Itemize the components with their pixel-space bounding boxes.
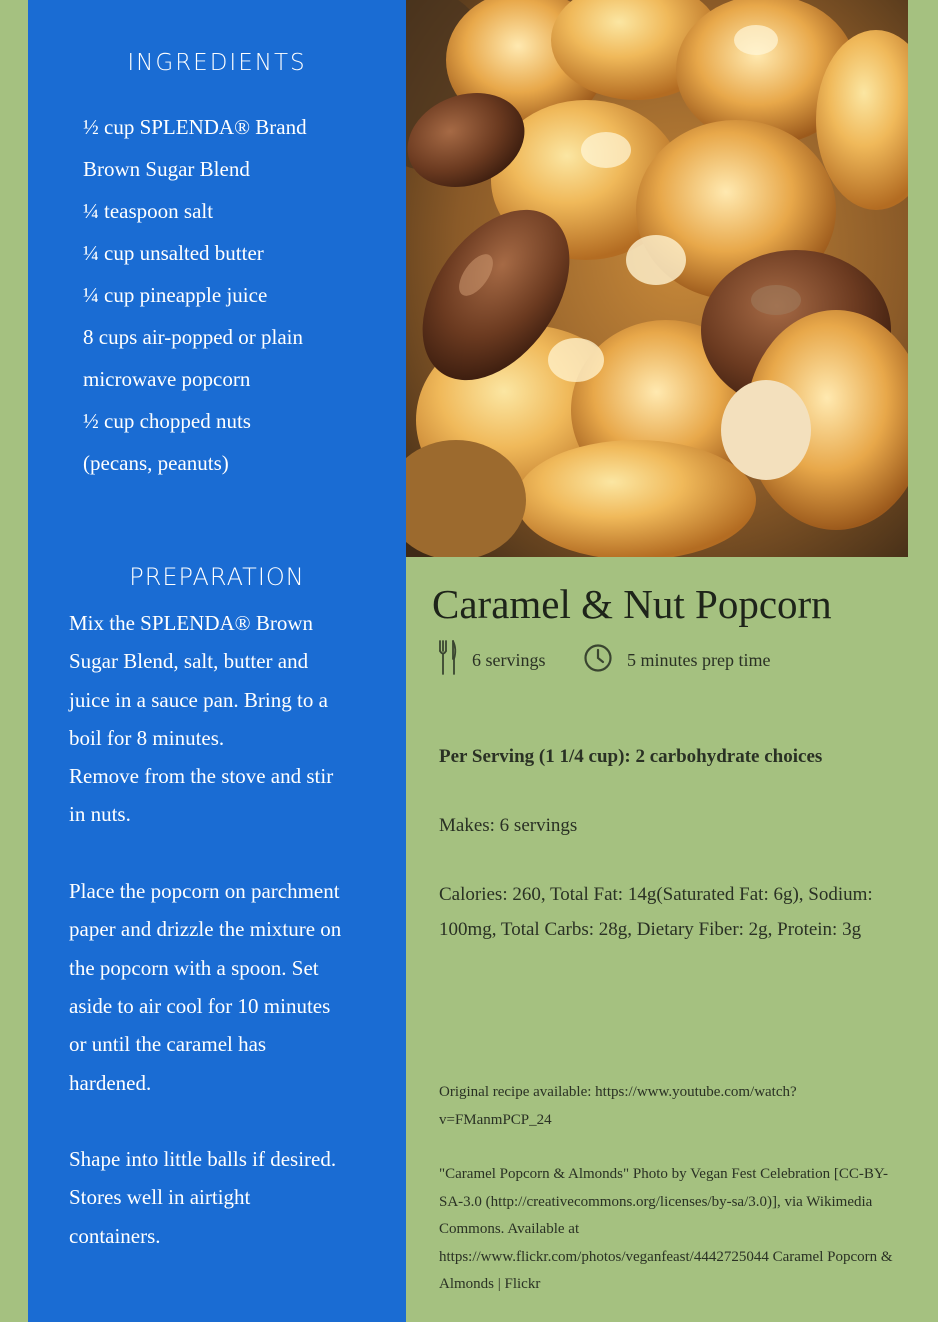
caramel-popcorn-photo <box>406 0 908 557</box>
ingredient-line: ½ cup SPLENDA® Brand <box>83 115 307 139</box>
servings-info <box>438 640 546 680</box>
prep-line: boil for 8 minutes. <box>69 725 225 750</box>
ingredient-line: microwave popcorn <box>83 367 251 391</box>
ingredients-heading: INGREDIENTS <box>127 50 307 76</box>
prep-line: containers. <box>69 1223 161 1248</box>
prep-line: juice in a sauce pan. Bring to a <box>69 687 328 712</box>
preparation-heading: PREPARATION <box>129 563 305 591</box>
original-recipe-credit: Original recipe available: https://www.youtube.com/watch?v=FManmPCP_24 <box>439 1084 797 1128</box>
prep-line: aside to air cool for 10 minutes <box>69 993 331 1018</box>
prep-line: Shape into little balls if desired. <box>69 1147 337 1172</box>
prep-line: Mix the SPLENDA® Brown <box>69 611 314 635</box>
prep-line: hardened. <box>69 1070 152 1095</box>
prep-time-info <box>583 640 770 680</box>
ingredient-line: (pecans, peanuts) <box>83 451 229 475</box>
prep-line: Place the popcorn on parchment <box>69 879 340 904</box>
servings-text: 6 servings <box>472 649 546 670</box>
prep-line: Remove from the stove and stir <box>69 764 334 789</box>
per-serving-text: Per Serving (1 1/4 cup): 2 carbohydrate choices <box>439 746 823 767</box>
recipe-title: Caramel & Nut Popcorn <box>432 581 832 627</box>
photo-credit: "Caramel Popcorn & Almonds" Photo by Vegan Fest Celebration [CC-BY-SA-3.0 (http://creativecommons.org/licenses/by-sa/3.0)], via Wikimedia Commons. Available at https://www.flickr.com/photos/veganfeast/4442725044 Caramel Popcorn & Almonds | Flickr <box>439 1166 893 1292</box>
prep-line: Stores well in airtight <box>69 1185 251 1210</box>
prep-line: paper and drizzle the mixture on <box>69 917 342 942</box>
prep-line: the popcorn with a spoon. Set <box>69 955 319 980</box>
preparation-steps <box>69 604 399 1255</box>
ingredient-line: ½ cup chopped nuts <box>83 409 251 433</box>
clock-icon <box>583 643 613 677</box>
prep-line: or until the caramel has <box>69 1032 267 1057</box>
paragraph-gap <box>69 834 399 872</box>
ingredients-list <box>83 106 383 484</box>
ingredient-line: ¼ teaspoon salt <box>83 199 214 223</box>
ingredient-line: 8 cups air-popped or plain <box>83 325 304 349</box>
nutrition-facts: Calories: 260, Total Fat: 14g(Saturated Fat: 6g), Sodium: 100mg, Total Carbs: 28g, Dietary Fiber: 2g, Protein: 3g <box>439 884 873 940</box>
makes-text: Makes: 6 servings <box>439 815 578 836</box>
prep-line: Sugar Blend, salt, butter and <box>69 649 309 674</box>
instructions-panel <box>28 0 406 1322</box>
ingredient-line: Brown Sugar Blend <box>83 157 250 181</box>
fork-knife-icon <box>438 639 458 681</box>
ingredient-line: ¼ cup pineapple juice <box>83 283 268 307</box>
ingredient-line: ¼ cup unsalted butter <box>83 241 264 265</box>
prep-time-text: 5 minutes prep time <box>627 649 771 670</box>
prep-line: in nuts. <box>69 802 131 827</box>
paragraph-gap <box>69 1102 399 1140</box>
